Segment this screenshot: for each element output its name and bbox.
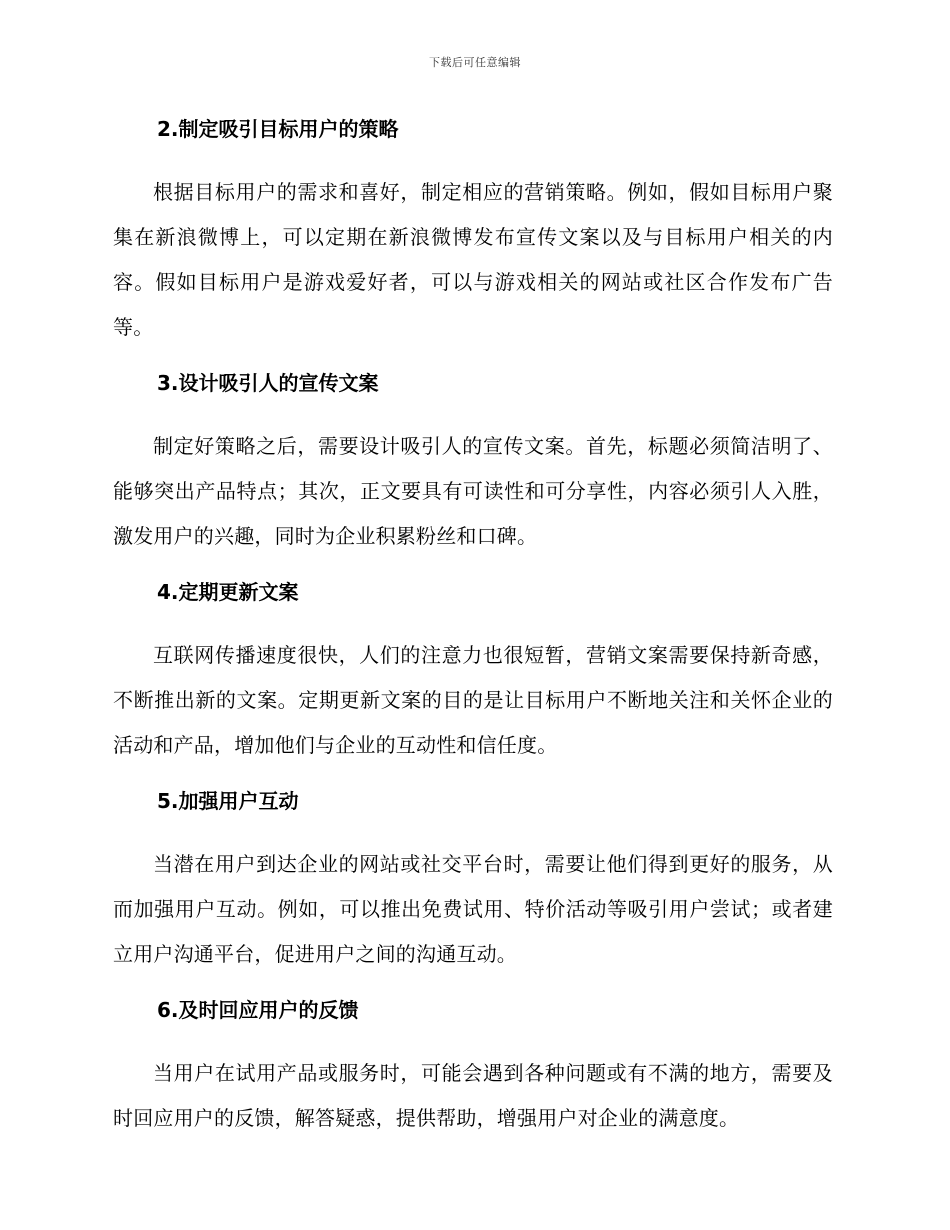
section-heading: 3.设计吸引人的宣传文案 (157, 371, 379, 395)
section-strategy (113, 112, 833, 350)
section-paragraph: 当潜在用户到达企业的网站或社交平台时，需要让他们得到更好的服务，从而加强用户互动。例如，可以推出免费试用、特价活动等吸引用户尝试；或者建立用户沟通平台，促进用户之间的沟通互动。 (113, 852, 833, 966)
section-copywriting (113, 366, 833, 559)
section-heading: 2.制定吸引目标用户的策略 (157, 117, 399, 141)
section-heading: 6.及时回应用户的反馈 (157, 998, 359, 1022)
section-paragraph: 根据目标用户的需求和喜好，制定相应的营销策略。例如，假如目标用户聚集在新浪微博上，可以定期在新浪微博发布宣传文案以及与目标用户相关的内容。假如目标用户是游戏爱好者，可以与游戏相关的网站或社区合作发布广告等。 (113, 180, 833, 339)
page-header: 下载后可任意编辑 (429, 56, 521, 69)
section-heading: 5.加强用户互动 (157, 789, 299, 813)
section-interaction (113, 784, 833, 977)
section-update (113, 575, 833, 768)
section-paragraph: 制定好策略之后，需要设计吸引人的宣传文案。首先，标题必须简洁明了、能够突出产品特点；其次，正文要具有可读性和可分享性，内容必须引人入胜，激发用户的兴趣，同时为企业积累粉丝和口碑。 (113, 434, 833, 548)
section-heading: 4.定期更新文案 (157, 580, 299, 604)
section-feedback (113, 993, 833, 1141)
section-paragraph: 当用户在试用产品或服务时，可能会遇到各种问题或有不满的地方，需要及时回应用户的反馈，解答疑惑，提供帮助，增强用户对企业的满意度。 (113, 1061, 833, 1130)
section-paragraph: 互联网传播速度很快，人们的注意力也很短暂，营销文案需要保持新奇感，不断推出新的文案。定期更新文案的目的是让目标用户不断地关注和关怀企业的活动和产品，增加他们与企业的互动性和信任度。 (113, 643, 833, 757)
document-body (113, 112, 833, 1141)
